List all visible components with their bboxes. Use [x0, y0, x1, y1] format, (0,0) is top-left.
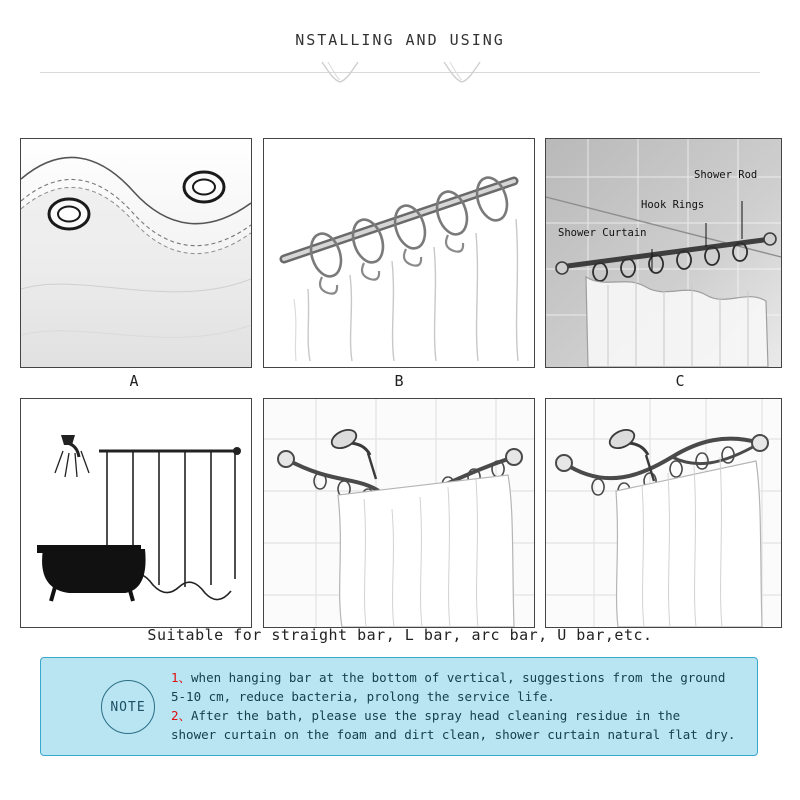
title-divider [40, 72, 760, 73]
l-bar-illustration [264, 399, 534, 627]
callout-shower-rod: Shower Rod [694, 169, 758, 181]
ribbon-right-icon [442, 60, 482, 84]
note-item-1-number: 1、 [171, 670, 192, 685]
callout-hook-rings: Hook Rings [641, 199, 705, 211]
note-box [40, 657, 758, 756]
note-item-2-line-1 [171, 706, 741, 725]
ribbon-left-icon [320, 60, 360, 84]
note-item-2-number: 2、 [171, 708, 192, 723]
note-item-2-text-1: After the bath, please use the spray head cleaning residue in the [191, 708, 681, 723]
page-title-wrap [0, 30, 800, 49]
note-badge: NOTE [101, 680, 155, 734]
u-bar-illustration [546, 399, 781, 627]
panel-f [545, 398, 782, 628]
note-item-1-line-2: 5-10 cm, reduce bacteria, prolong the service life. [171, 689, 555, 704]
hook-rings-illustration [264, 139, 534, 367]
panel-b [263, 138, 535, 368]
caption-text: Suitable for straight bar, L bar, arc bar, U bar,etc. [147, 626, 653, 644]
note-item-1-line-1 [171, 668, 741, 687]
panel-a [20, 138, 252, 368]
panel-e [263, 398, 535, 628]
callout-shower-curtain: Shower Curtain [558, 227, 647, 239]
note-content [171, 668, 741, 744]
panel-c-label: C [675, 372, 685, 390]
grommet-illustration [21, 139, 251, 367]
panel-d [20, 398, 252, 628]
note-item-2-line-2: shower curtain on the foam and dirt clean, shower curtain natural flat dry. [171, 727, 736, 742]
panel-c [545, 138, 782, 368]
page-title: NSTALLING AND USING [295, 31, 505, 49]
panel-b-label: B [394, 372, 404, 390]
bathtub-straight-bar-illustration [21, 399, 251, 627]
panel-a-label: A [129, 372, 139, 390]
note-item-1-text-1: when hanging bar at the bottom of vertical, suggestions from the ground [191, 670, 726, 685]
